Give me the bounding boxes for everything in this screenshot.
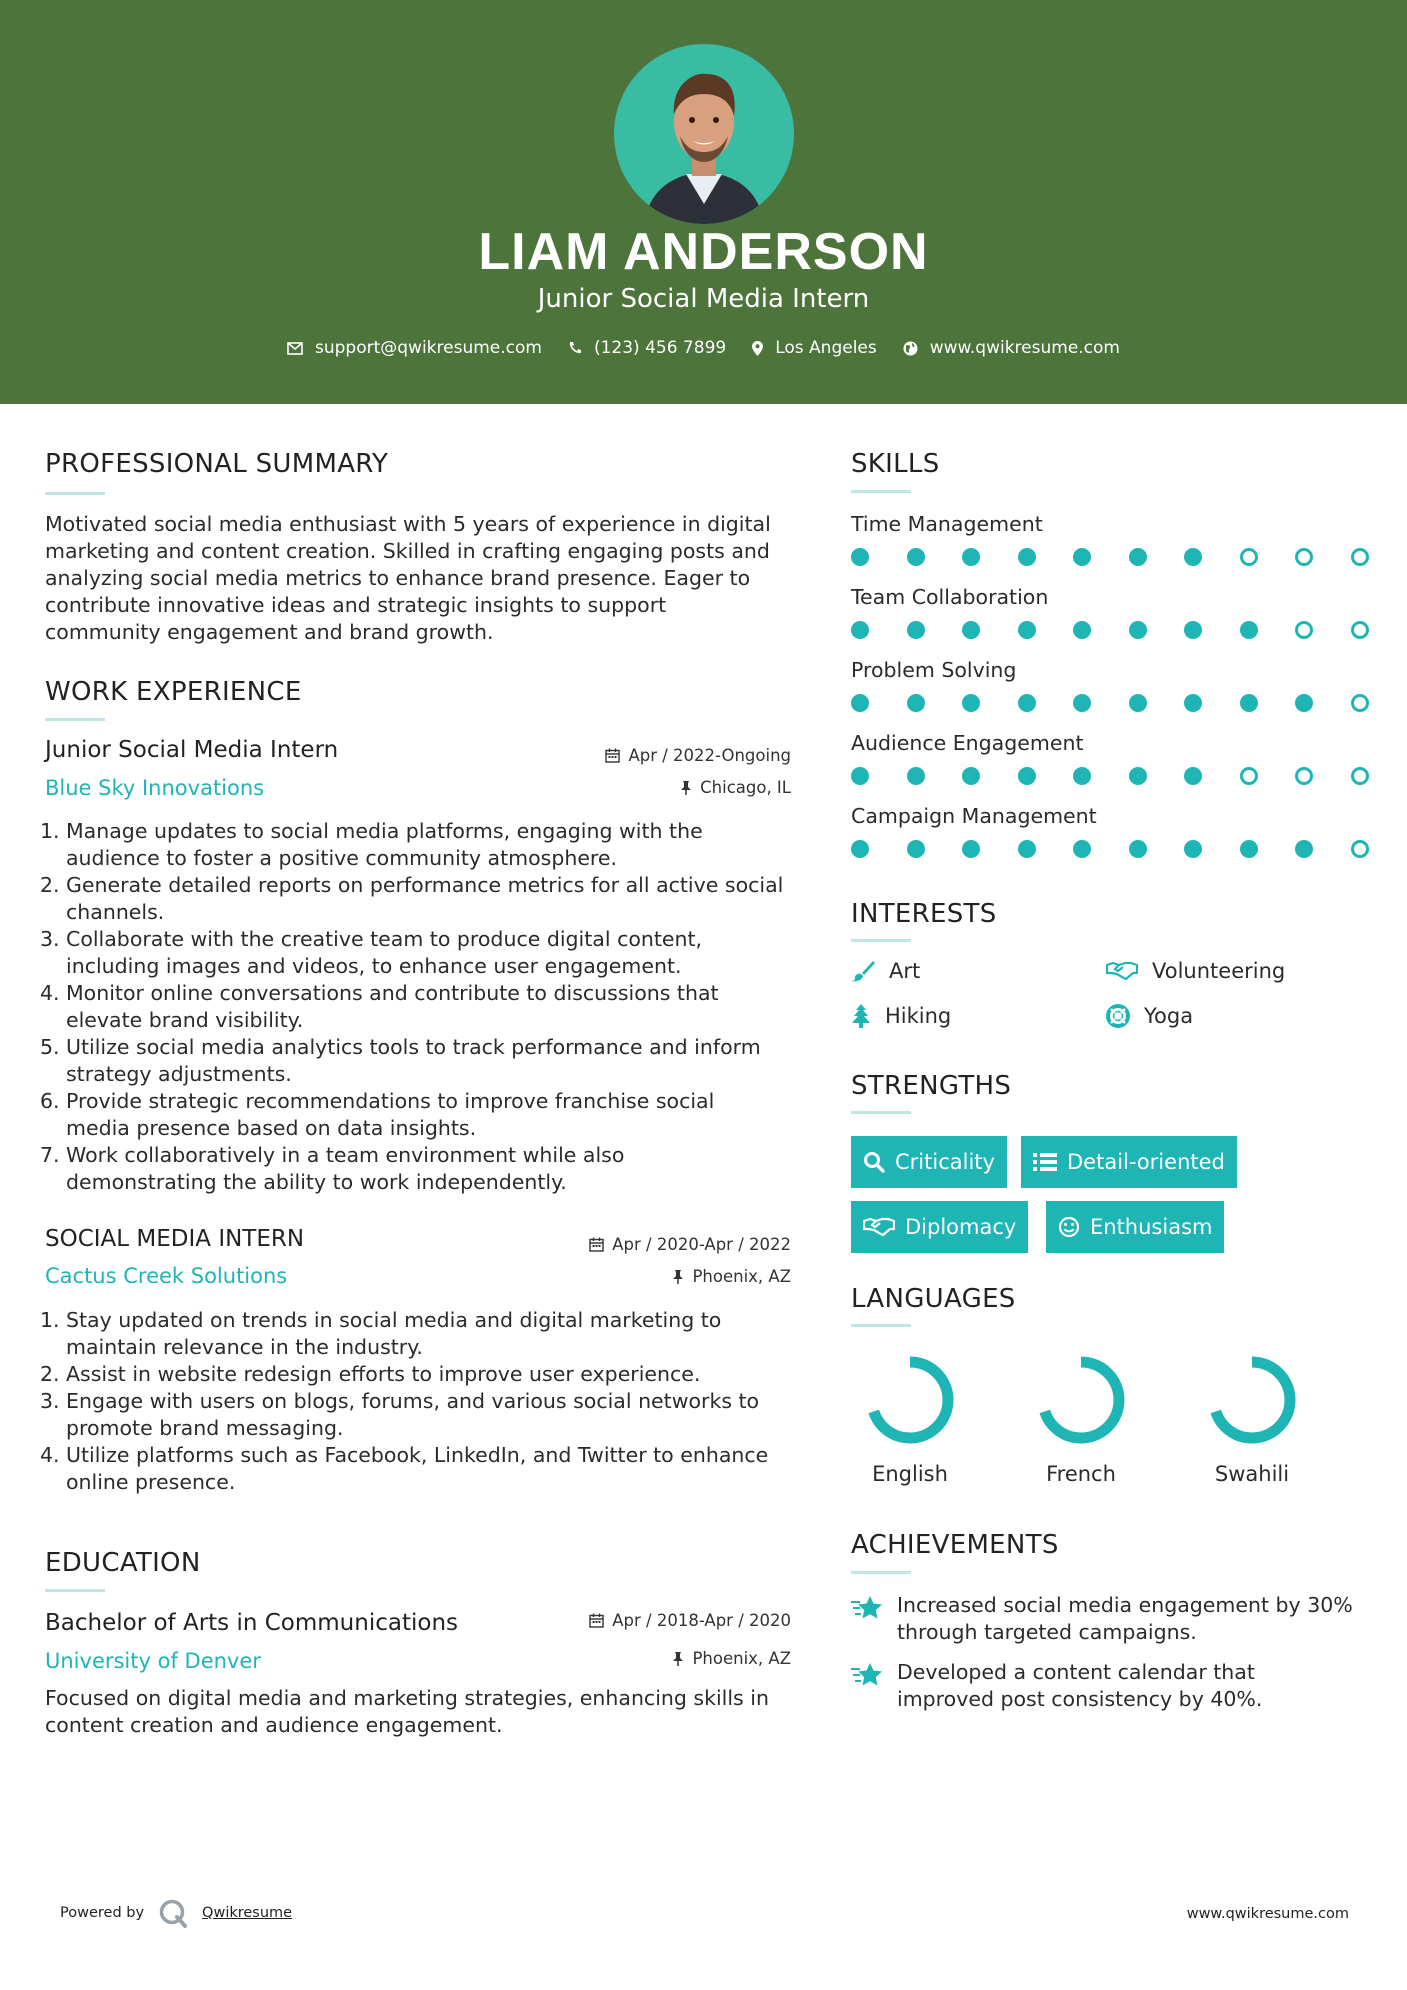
language-level-ring (1031, 1350, 1131, 1450)
rating-dot-filled (1073, 548, 1091, 566)
interest-item (1106, 959, 1285, 983)
rating-dot-filled (1073, 694, 1091, 712)
duty-line: strategy adjustments. (66, 1062, 292, 1086)
achievement-text (897, 1592, 1353, 1646)
rating-dot-filled (1018, 840, 1036, 858)
email-text: support@qwikresume.com (315, 338, 542, 358)
handshake-icon (863, 1216, 895, 1238)
rating-dot-filled (962, 694, 980, 712)
calendar-icon (605, 748, 620, 763)
search-icon (863, 1151, 885, 1173)
duty-item (40, 872, 810, 926)
achievement-line: Developed a content calendar that (897, 1660, 1255, 1684)
strength-chip (851, 1201, 1028, 1253)
rating-dot-filled (962, 767, 980, 785)
star-icon (851, 1594, 883, 1622)
skill-rating (851, 840, 1406, 858)
duty-item (40, 1088, 810, 1142)
duty-line: channels. (66, 900, 165, 924)
rating-dot-filled (907, 767, 925, 785)
duty-number: 3. (40, 927, 60, 951)
duty-line: maintain relevance in the industry. (66, 1335, 423, 1359)
achievement-text (897, 1659, 1262, 1713)
language-level-ring (1202, 1350, 1302, 1450)
duty-line: Utilize platforms such as Facebook, LinkedIn, and Twitter to enhance (66, 1443, 769, 1467)
paintbrush-icon (851, 960, 875, 982)
job-title: SOCIAL MEDIA INTERN (45, 1226, 305, 1252)
achievement-item (851, 1659, 1262, 1713)
duty-line: Assist in website redesign efforts to improve user experience. (66, 1362, 701, 1386)
language-level-ring (860, 1350, 960, 1450)
interest-item (851, 1004, 951, 1028)
location-text: Los Angeles (775, 338, 877, 358)
rating-dot-filled (1018, 694, 1036, 712)
footer-powered-by (60, 1898, 292, 1928)
tree-icon (851, 1004, 871, 1028)
rating-dot-filled (1018, 621, 1036, 639)
summary-line: Motivated social media enthusiast with 5 years of experience in digital (45, 512, 771, 536)
interests-rule (851, 939, 911, 942)
rating-dot-filled (851, 840, 869, 858)
languages-heading: LANGUAGES (851, 1284, 1016, 1314)
summary-heading: PROFESSIONAL SUMMARY (45, 449, 389, 479)
rating-dot-filled (1295, 840, 1313, 858)
candidate-name: LIAM ANDERSON (478, 223, 929, 281)
duty-line: audience to foster a positive community atmosphere. (66, 846, 618, 870)
qwikresume-logo-icon (158, 1898, 188, 1928)
duty-number: 4. (40, 981, 60, 1005)
duty-line: Manage updates to social media platforms, engaging with the (66, 819, 703, 843)
skill-label: Time Management (851, 512, 1043, 536)
phone-icon (568, 341, 582, 355)
rating-dot-filled (1240, 840, 1258, 858)
rating-dot-filled (1240, 621, 1258, 639)
rating-dot-empty (1351, 621, 1369, 639)
achievement-line: improved post consistency by 40%. (897, 1687, 1263, 1711)
experience-heading: WORK EXPERIENCE (45, 677, 302, 707)
job-location (680, 778, 791, 797)
rating-dot-empty (1295, 621, 1313, 639)
language-label: English (872, 1462, 948, 1486)
skill-rating (851, 767, 1406, 785)
education-dates-text: Apr / 2018-Apr / 2020 (612, 1611, 791, 1630)
job-dates-text: Apr / 2020-Apr / 2022 (612, 1235, 791, 1254)
rating-dot-empty (1240, 767, 1258, 785)
company-name: Blue Sky Innovations (45, 776, 265, 800)
rating-dot-filled (1073, 840, 1091, 858)
rating-dot-filled (1073, 767, 1091, 785)
rating-dot-filled (1295, 694, 1313, 712)
person-portrait-icon (614, 44, 794, 224)
duty-line: Utilize social media analytics tools to track performance and inform (66, 1035, 761, 1059)
duty-item (40, 818, 810, 872)
strength-chip (1021, 1136, 1237, 1188)
rating-dot-filled (1184, 694, 1202, 712)
rating-dot-filled (1018, 548, 1036, 566)
contact-bar (0, 338, 1407, 358)
duty-number: 5. (40, 1035, 60, 1059)
candidate-title: Junior Social Media Intern (537, 284, 870, 314)
strength-label: Criticality (895, 1150, 995, 1174)
rating-dot-empty (1295, 548, 1313, 566)
job-location (672, 1267, 791, 1286)
language-level-arc (872, 1362, 948, 1438)
skill-label: Team Collaboration (851, 585, 1049, 609)
summary-text (45, 511, 805, 646)
strengths-rule (851, 1111, 911, 1114)
skills-rule (851, 490, 911, 493)
language-label: French (1046, 1462, 1116, 1486)
duty-line: Work collaboratively in a team environment while also (66, 1143, 625, 1167)
duty-item (40, 1361, 810, 1388)
rating-dot-filled (1184, 767, 1202, 785)
job-dates (589, 1235, 791, 1254)
duty-line: promote brand messaging. (66, 1416, 344, 1440)
contact-phone[interactable] (568, 338, 726, 358)
duty-number: 3. (40, 1389, 60, 1413)
duty-item (40, 1442, 810, 1496)
rating-dot-filled (1129, 548, 1147, 566)
strength-chip (851, 1136, 1007, 1188)
language-item (1021, 1350, 1141, 1486)
contact-email[interactable] (287, 338, 542, 358)
duty-item (40, 1142, 810, 1196)
duty-line: Engage with users on blogs, forums, and various social networks to (66, 1389, 760, 1413)
achievement-line: through targeted campaigns. (897, 1620, 1197, 1644)
pushpin-icon (672, 1269, 684, 1284)
education-dates (589, 1611, 791, 1630)
life-ring-icon (1106, 1004, 1130, 1028)
duty-item (40, 980, 810, 1034)
education-line: content creation and audience engagement. (45, 1713, 503, 1737)
achievement-line: Increased social media engagement by 30% (897, 1593, 1353, 1617)
rating-dot-filled (1184, 621, 1202, 639)
rating-dot-filled (907, 694, 925, 712)
duty-number: 2. (40, 873, 60, 897)
star-icon (851, 1661, 883, 1689)
degree-title: Bachelor of Arts in Communications (45, 1610, 459, 1636)
skill-rating (851, 694, 1406, 712)
duty-line: Collaborate with the creative team to produce digital content, (66, 927, 703, 951)
smile-icon (1058, 1216, 1080, 1238)
achievements-rule (851, 1571, 911, 1574)
achievement-item (851, 1592, 1353, 1646)
education-location (672, 1649, 791, 1668)
profile-photo (614, 44, 794, 224)
language-level-arc (1043, 1362, 1119, 1438)
strength-label: Diplomacy (905, 1215, 1017, 1239)
interest-item (1106, 1004, 1193, 1028)
strengths-heading: STRENGTHS (851, 1071, 1012, 1101)
interest-label: Volunteering (1152, 959, 1286, 983)
rating-dot-filled (1018, 767, 1036, 785)
duty-number: 1. (40, 1308, 60, 1332)
job-location-text: Chicago, IL (700, 778, 791, 797)
skill-label: Problem Solving (851, 658, 1017, 682)
job-dates (605, 746, 791, 765)
skill-rating (851, 621, 1406, 639)
strength-label: Detail-oriented (1067, 1150, 1225, 1174)
rating-dot-filled (1129, 840, 1147, 858)
rating-dot-filled (1129, 621, 1147, 639)
globe-icon (903, 341, 918, 356)
duty-item (40, 926, 810, 980)
rating-dot-filled (962, 840, 980, 858)
rating-dot-empty (1351, 548, 1369, 566)
experience-rule (45, 718, 105, 721)
job-dates-text: Apr / 2022-Ongoing (628, 746, 791, 765)
duty-line: including images and videos, to enhance user engagement. (66, 954, 682, 978)
duty-line: demonstrating the ability to work independently. (66, 1170, 567, 1194)
rating-dot-filled (1129, 694, 1147, 712)
job-duties-list (40, 818, 810, 1196)
brand-link[interactable]: Qwikresume (202, 1905, 293, 1921)
interest-label: Art (889, 959, 921, 983)
calendar-icon (589, 1613, 604, 1628)
duty-line: online presence. (66, 1470, 236, 1494)
strength-label: Enthusiasm (1090, 1215, 1213, 1239)
company-name: Cactus Creek Solutions (45, 1264, 288, 1288)
rating-dot-filled (962, 621, 980, 639)
rating-dot-filled (907, 840, 925, 858)
education-heading: EDUCATION (45, 1548, 201, 1578)
rating-dot-filled (907, 621, 925, 639)
summary-line: analyzing social media metrics to enhance brand presence. Eager to (45, 566, 751, 590)
skill-rating (851, 548, 1406, 566)
pushpin-icon (672, 1651, 684, 1666)
summary-line: community engagement and brand growth. (45, 620, 494, 644)
school-name: University of Denver (45, 1649, 261, 1673)
footer-website[interactable]: www.qwikresume.com (1186, 1906, 1349, 1922)
job-location-text: Phoenix, AZ (692, 1267, 791, 1286)
achievements-heading: ACHIEVEMENTS (851, 1530, 1059, 1560)
envelope-icon (287, 342, 303, 355)
rating-dot-filled (851, 621, 869, 639)
language-item (850, 1350, 970, 1486)
phone-text: (123) 456 7899 (593, 338, 727, 358)
rating-dot-filled (851, 767, 869, 785)
education-line: Focused on digital media and marketing strategies, enhancing skills in (45, 1686, 769, 1710)
rating-dot-filled (1129, 767, 1147, 785)
duty-line: Stay updated on trends in social media and digital marketing to (66, 1308, 722, 1332)
rating-dot-filled (1240, 694, 1258, 712)
duty-line: Generate detailed reports on performance metrics for all active social (66, 873, 784, 897)
rating-dot-empty (1351, 767, 1369, 785)
interest-label: Yoga (1144, 1004, 1194, 1028)
duty-line: media presence based on data insights. (66, 1116, 477, 1140)
contact-location (752, 338, 877, 358)
duty-number: 1. (40, 819, 60, 843)
duty-item (40, 1388, 810, 1442)
rating-dot-empty (1351, 840, 1369, 858)
rating-dot-filled (851, 694, 869, 712)
job-title: Junior Social Media Intern (45, 737, 339, 763)
duty-number: 6. (40, 1089, 60, 1113)
education-location-text: Phoenix, AZ (692, 1649, 791, 1668)
rating-dot-filled (907, 548, 925, 566)
education-description (45, 1685, 815, 1739)
interest-label: Hiking (885, 1004, 952, 1028)
skills-heading: SKILLS (851, 449, 940, 479)
strength-chip (1046, 1201, 1224, 1253)
rating-dot-filled (962, 548, 980, 566)
website-text: www.qwikresume.com (929, 338, 1120, 358)
pushpin-icon (680, 780, 692, 795)
rating-dot-filled (1184, 548, 1202, 566)
rating-dot-filled (1184, 840, 1202, 858)
list-icon (1033, 1152, 1057, 1172)
summary-line: marketing and content creation. Skilled in crafting engaging posts and (45, 539, 770, 563)
summary-line: contribute innovative ideas and strategic insights to support (45, 593, 667, 617)
summary-rule (45, 492, 105, 495)
rating-dot-filled (1073, 621, 1091, 639)
rating-dot-empty (1295, 767, 1313, 785)
education-rule (45, 1589, 105, 1592)
duty-number: 2. (40, 1362, 60, 1386)
contact-website[interactable] (903, 338, 1120, 358)
language-level-arc (1214, 1362, 1290, 1438)
duty-number: 4. (40, 1443, 60, 1467)
skill-label: Audience Engagement (851, 731, 1084, 755)
duty-line: Monitor online conversations and contribute to discussions that (66, 981, 719, 1005)
rating-dot-empty (1240, 548, 1258, 566)
map-pin-icon (752, 341, 763, 356)
skill-label: Campaign Management (851, 804, 1097, 828)
duty-number: 7. (40, 1143, 60, 1167)
interests-heading: INTERESTS (851, 899, 997, 929)
duty-item (40, 1307, 810, 1361)
header-banner (0, 0, 1407, 404)
calendar-icon (589, 1237, 604, 1252)
duty-item (40, 1034, 810, 1088)
powered-by-text: Powered by (60, 1905, 145, 1921)
rating-dot-filled (851, 548, 869, 566)
language-item (1192, 1350, 1312, 1486)
languages-rule (851, 1324, 911, 1327)
rating-dot-empty (1351, 694, 1369, 712)
job-duties-list (40, 1307, 810, 1496)
duty-line: elevate brand visibility. (66, 1008, 304, 1032)
duty-line: Provide strategic recommendations to improve franchise social (66, 1089, 715, 1113)
interest-item (851, 959, 920, 983)
handshake-icon (1106, 960, 1138, 982)
language-label: Swahili (1214, 1462, 1290, 1486)
